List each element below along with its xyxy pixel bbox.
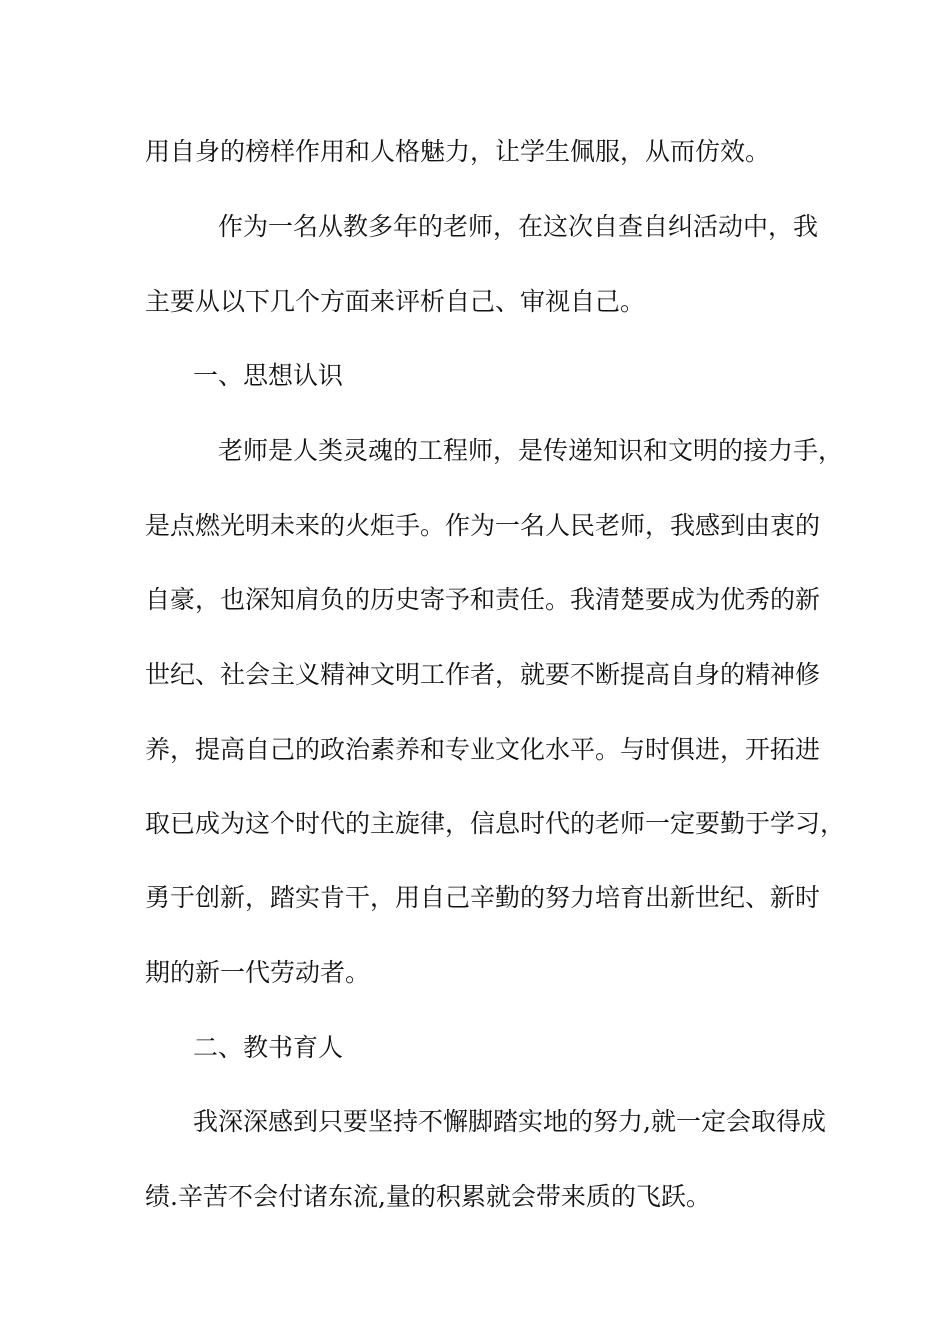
- paragraph-line: 作为一名从教多年的老师，在这次自查自纠活动中，我: [218, 212, 819, 241]
- paragraph-line: 勇于创新，踏实肯干，用自己辛勤的努力培育出新世纪、新时: [145, 883, 821, 912]
- paragraph-line: 主要从以下几个方面来评析自己、审视自己。: [145, 287, 646, 316]
- paragraph-line: 用自身的榜样作用和人格魅力，让学生佩服，从而仿效。: [145, 137, 771, 166]
- paragraph-line: 老师是人类灵魂的工程师，是传递知识和文明的接力手，: [218, 436, 844, 465]
- paragraph-line: 绩.辛苦不会付诸东流,量的积累就会带来质的飞跃。: [145, 1182, 711, 1211]
- section-heading: 一、思想认识: [193, 361, 344, 390]
- paragraph-line: 养，提高自己的政治素养和专业文化水平。与时俱进，开拓进: [145, 735, 821, 764]
- paragraph-line: 是点燃光明未来的火炬手。作为一名人民老师，我感到由衷的: [145, 511, 821, 540]
- paragraph-line: 期的新一代劳动者。: [145, 958, 371, 987]
- paragraph-line: 取已成为这个时代的主旋律，信息时代的老师一定要勤于学习，: [145, 809, 846, 838]
- paragraph-line: 世纪、社会主义精神文明工作者，就要不断提高自身的精神修: [145, 660, 821, 689]
- paragraph-line: 自豪，也深知肩负的历史寄予和责任。我清楚要成为优秀的新: [145, 585, 821, 614]
- paragraph-line: 我深深感到只要坚持不懈脚踏实地的努力,就一定会取得成: [193, 1107, 826, 1136]
- section-heading: 二、教书育人: [193, 1033, 344, 1062]
